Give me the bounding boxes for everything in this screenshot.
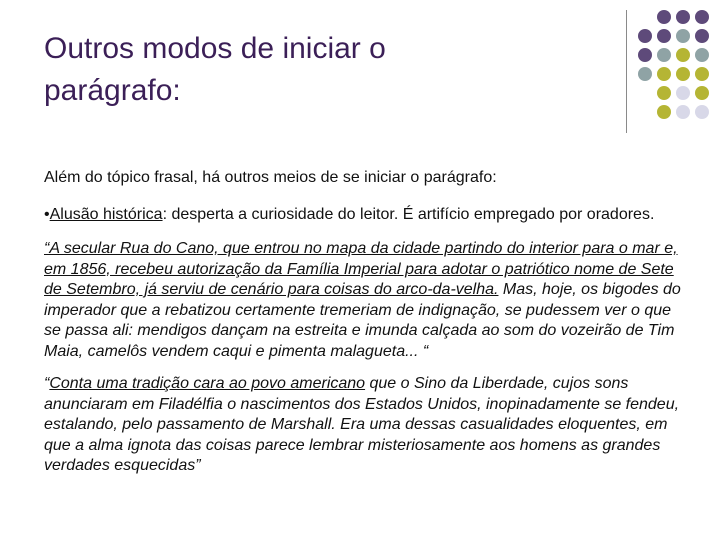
quote-2-underlined: Conta uma tradição cara ao povo americano bbox=[49, 375, 366, 392]
intro-paragraph: Além do tópico frasal, há outros meios de se iniciar o parágrafo: bbox=[44, 169, 497, 186]
decorative-dot bbox=[657, 29, 671, 43]
decorative-dot-gap bbox=[638, 10, 652, 24]
decorative-dot bbox=[657, 48, 671, 62]
decorative-dot bbox=[657, 67, 671, 81]
slide-body bbox=[44, 168, 692, 477]
decorative-dot bbox=[657, 86, 671, 100]
decorative-dot bbox=[676, 10, 690, 24]
decorative-dot-gap bbox=[638, 105, 652, 119]
decorative-dot bbox=[676, 48, 690, 62]
decorative-dot bbox=[695, 29, 709, 43]
quote-1-rest: Mas, hoje, os bigodes do imperador que a rebatizou certamente tremeriam de indignação, se pudessem ver o que se passa ali: mendigos dançam na estreita e imunda calçada ao som do vozeirão de Tim Maia, camelôs vendem caqui e pimenta malagueta... “ bbox=[44, 281, 681, 360]
bullet-term: Alusão histórica bbox=[49, 205, 163, 223]
decorative-dot bbox=[676, 29, 690, 43]
decorative-dot bbox=[695, 10, 709, 24]
decorative-dot-grid bbox=[638, 10, 709, 119]
example-quote-2 bbox=[44, 374, 692, 477]
decorative-dot bbox=[695, 67, 709, 81]
decorative-dot bbox=[638, 48, 652, 62]
bullet-historical-allusion bbox=[44, 205, 692, 226]
slide-title bbox=[44, 28, 386, 112]
decorative-dot bbox=[695, 105, 709, 119]
decorative-dot bbox=[676, 67, 690, 81]
slide-title-line-1: Outros modos de iniciar o bbox=[44, 32, 386, 65]
example-quote-1 bbox=[44, 239, 692, 362]
decorative-dot bbox=[695, 48, 709, 62]
decorative-dot bbox=[638, 67, 652, 81]
quote-1-underlined: “A secular Rua do Cano, que entrou no mapa da cidade partindo do interior para o mar e, em 1856, recebeu autorização da Família Imperial para adotar o patriótico nome de Sete de Setembro, já serviu de cenário para coisas do arco-da-velha. bbox=[44, 240, 678, 298]
decorative-dot bbox=[676, 105, 690, 119]
slide-title-line-2: parágrafo: bbox=[44, 74, 181, 107]
bullet-description: : desperta a curiosidade do leitor. É artifício empregado por oradores. bbox=[162, 205, 655, 223]
decorative-dot bbox=[638, 29, 652, 43]
decorative-dot bbox=[695, 86, 709, 100]
bullet-marker: • bbox=[44, 205, 50, 223]
quote-2-rest: que o Sino da Liberdade, cujos sons anunciaram em Filadélfia o nascimentos dos Estados Unidos, inopinadamente se fendeu, estalando, pelo passamento de Marshall. Era uma dessas casualidades eloquentes, em que a alma ignota das coisas parece lembrar misteriosamente aos homens as grandes verdades esquecidas” bbox=[44, 375, 680, 474]
decorative-dot-gap bbox=[638, 86, 652, 100]
decorative-dot bbox=[676, 86, 690, 100]
decorative-dot bbox=[657, 105, 671, 119]
quote-2-open-mark: “ bbox=[44, 375, 50, 392]
decorative-dot bbox=[657, 10, 671, 24]
decorative-divider bbox=[626, 10, 627, 133]
